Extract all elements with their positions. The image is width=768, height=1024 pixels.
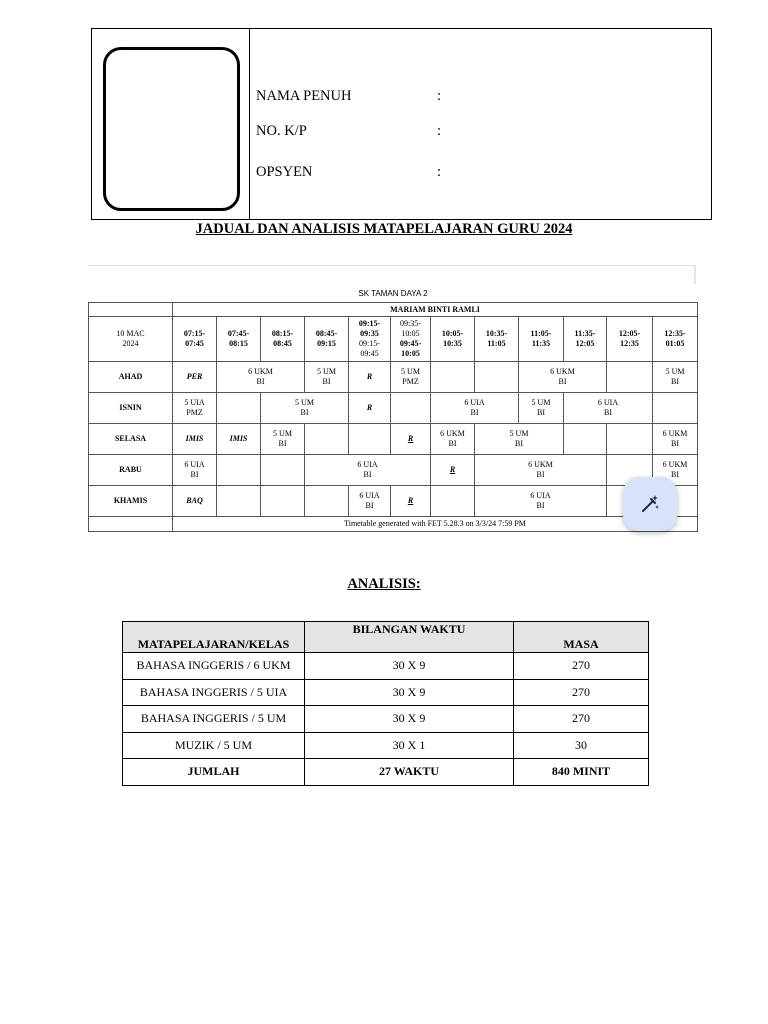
- timetable-cell: [431, 486, 475, 517]
- timetable-cell: 5 UM BI: [653, 362, 698, 393]
- timetable-cell: [391, 393, 431, 424]
- total-row: [123, 759, 649, 786]
- table-cell: 840 MINIT: [514, 759, 649, 786]
- day-label: SELASA: [89, 424, 173, 455]
- timetable-cell: IMIS: [217, 424, 261, 455]
- timetable-cell: PER: [173, 362, 217, 393]
- slot-header: 07:15- 07:45: [173, 317, 217, 362]
- table-cell: BAHASA INGGERIS / 5 UIA: [123, 679, 305, 706]
- table-cell: 30 X 1: [305, 732, 514, 759]
- timetable-corner: [89, 303, 173, 317]
- analysis-title: ANALISIS:: [347, 576, 421, 592]
- field-nama-penuh: [256, 88, 442, 105]
- timetable-cell: [261, 455, 305, 486]
- page-title: JADUAL DAN ANALISIS MATAPELAJARAN GURU 2024: [195, 221, 573, 237]
- table-row: [123, 706, 649, 733]
- timetable-cell: [607, 424, 653, 455]
- timetable-cell: [564, 424, 607, 455]
- timetable-cell: [653, 393, 698, 424]
- timetable-cell: 5 UM BI: [519, 393, 564, 424]
- slot-header: 08:45- 09:15: [305, 317, 349, 362]
- timetable-cell: [349, 424, 391, 455]
- field-label: NO. K/P: [256, 123, 307, 139]
- timetable-cell: [607, 362, 653, 393]
- timetable-cell: [475, 362, 519, 393]
- edit-sparkle-icon: [638, 492, 662, 516]
- timetable-cell: [305, 486, 349, 517]
- timetable-cell: R: [431, 455, 475, 486]
- timetable-cell: 5 UM BI: [261, 393, 349, 424]
- timetable-cell: 6 UKM BI: [431, 424, 475, 455]
- table-cell: 30 X 9: [305, 706, 514, 733]
- timetable-cell: 6 UKM BI: [519, 362, 607, 393]
- photo-frame: [103, 47, 240, 211]
- day-label: RABU: [89, 455, 173, 486]
- timetable-cell: 6 UIA BI: [431, 393, 519, 424]
- slot-header: 12:35- 01:05: [653, 317, 698, 362]
- slot-header: 09:15- 09:35 09:15- 09:45: [349, 317, 391, 362]
- timetable-cell: [261, 486, 305, 517]
- timetable-cell: [431, 362, 475, 393]
- timetable-cell: [305, 424, 349, 455]
- timetable-cell: 6 UIA BI: [173, 455, 217, 486]
- timetable-cell: 5 UM BI: [475, 424, 564, 455]
- timetable-footer: Timetable generated with FET 5.28.3 on 3/3/24 7:59 PM: [173, 517, 698, 532]
- slot-header: 11:05- 11:35: [519, 317, 564, 362]
- timetable-footer-corner: [89, 517, 173, 532]
- timetable-cell: R: [349, 393, 391, 424]
- timetable-cell: 6 UIA BI: [305, 455, 431, 486]
- timetable-cell: [217, 393, 261, 424]
- timetable-cell: 5 UIA PMZ: [173, 393, 217, 424]
- timetable-cell: [217, 486, 261, 517]
- analysis-table: [122, 621, 649, 786]
- column-header: MASA: [514, 622, 649, 653]
- timetable-cell: R: [391, 486, 431, 517]
- slot-header: 09:35- 10:05 09:45- 10:05: [391, 317, 431, 362]
- timetable-cell: 6 UKM BI: [653, 424, 698, 455]
- table-cell: BAHASA INGGERIS / 5 UM: [123, 706, 305, 733]
- timetable-date: 10 MAC 2024: [89, 317, 173, 362]
- timetable-cell: 6 UKM BI: [475, 455, 607, 486]
- table-cell: 30 X 9: [305, 679, 514, 706]
- field-colon: :: [437, 88, 442, 104]
- column-header: MATAPELAJARAN/KELAS: [123, 622, 305, 653]
- edit-fab-button[interactable]: [623, 477, 677, 531]
- timetable-cell: 6 UKM BI: [217, 362, 305, 393]
- table-cell: MUZIK / 5 UM: [123, 732, 305, 759]
- table-row: [123, 679, 649, 706]
- column-header: BILANGAN WAKTU: [305, 622, 514, 653]
- timetable-cell: 5 UM PMZ: [391, 362, 431, 393]
- timetable-cell: 6 UIA BI: [564, 393, 653, 424]
- slot-header: 12:05- 12:35: [607, 317, 653, 362]
- day-label: AHAD: [89, 362, 173, 393]
- timetable-cell: R: [391, 424, 431, 455]
- table-row: [123, 653, 649, 680]
- timetable-cell: 5 UM BI: [305, 362, 349, 393]
- timetable-cell: [217, 455, 261, 486]
- timetable-cell: 6 UIA BI: [475, 486, 607, 517]
- field-colon: :: [437, 123, 442, 139]
- slot-header: 10:05- 10:35: [431, 317, 475, 362]
- timetable-cell: 6 UIA BI: [349, 486, 391, 517]
- timetable-teacher: MARIAM BINTI RAMLI: [173, 303, 698, 317]
- table-cell: 27 WAKTU: [305, 759, 514, 786]
- table-cell: 30 X 9: [305, 653, 514, 680]
- timetable-school-name: SK TAMAN DAYA 2: [358, 289, 428, 298]
- slot-header: 10:35- 11:05: [475, 317, 519, 362]
- field-label: NAMA PENUH: [256, 88, 352, 104]
- slot-header: 11:35- 12:05: [564, 317, 607, 362]
- field-colon: :: [437, 164, 442, 180]
- timetable-cell: IMIS: [173, 424, 217, 455]
- field-label: OPSYEN: [256, 164, 313, 180]
- photo-cell: [92, 29, 250, 219]
- image-edge: [88, 265, 696, 284]
- timetable-cell: 5 UM BI: [261, 424, 305, 455]
- slot-header: 07:45- 08:15: [217, 317, 261, 362]
- slot-header: 08:15- 08:45: [261, 317, 305, 362]
- table-cell: 30: [514, 732, 649, 759]
- timetable-cell: R: [349, 362, 391, 393]
- table-cell: BAHASA INGGERIS / 6 UKM: [123, 653, 305, 680]
- day-label: ISNIN: [89, 393, 173, 424]
- table-cell: 270: [514, 653, 649, 680]
- timetable-cell: BAQ: [173, 486, 217, 517]
- table-cell: JUMLAH: [123, 759, 305, 786]
- table-row: [123, 732, 649, 759]
- field-no-kp: [256, 123, 442, 140]
- profile-header-box: [91, 28, 712, 220]
- timetable-cell: 6 UKM BI: [653, 455, 698, 486]
- field-opsyen: [256, 164, 442, 181]
- day-label: KHAMIS: [89, 486, 173, 517]
- timetable: [88, 302, 698, 532]
- table-cell: 270: [514, 706, 649, 733]
- table-cell: 270: [514, 679, 649, 706]
